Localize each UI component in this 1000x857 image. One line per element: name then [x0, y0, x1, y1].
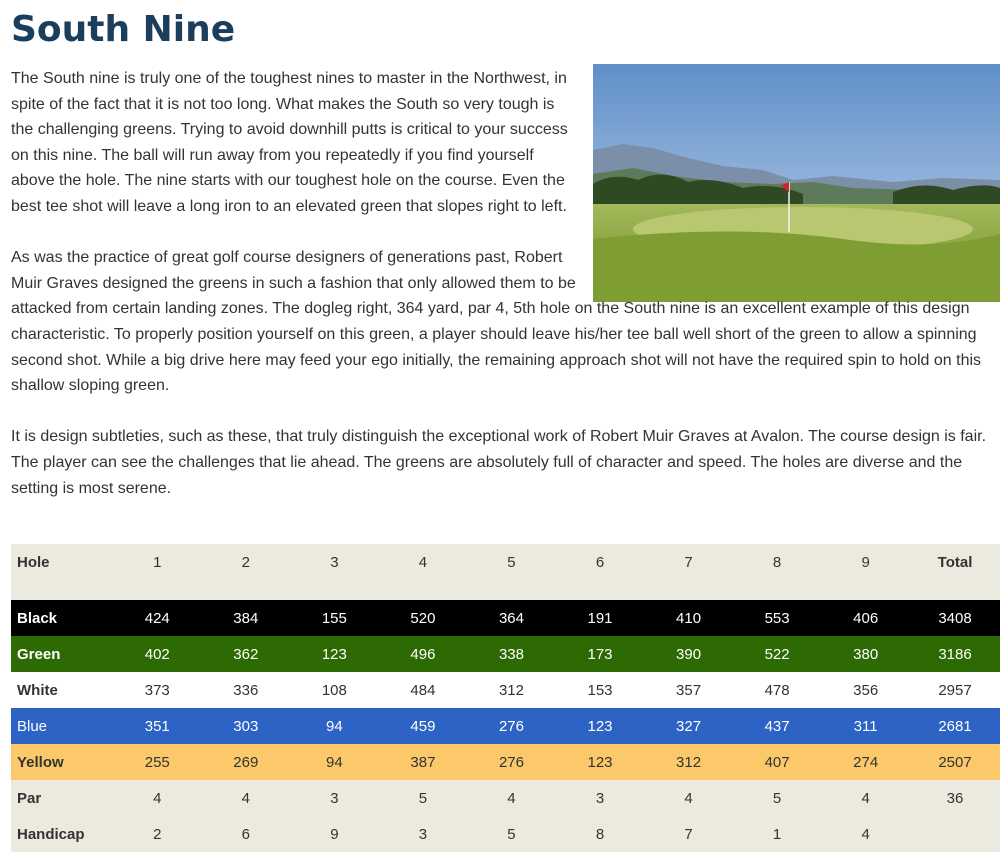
par-cell: 3 — [556, 780, 645, 816]
yardage-cell: 407 — [733, 744, 822, 780]
yardage-cell: 303 — [202, 708, 291, 744]
yardage-cell: 94 — [290, 708, 379, 744]
yardage-cell: 336 — [202, 672, 291, 708]
yardage-cell: 496 — [379, 636, 468, 672]
yardage-cell: 123 — [556, 708, 645, 744]
yardage-cell: 356 — [821, 672, 910, 708]
yardage-cell: 327 — [644, 708, 733, 744]
row-total: 3408 — [910, 600, 1000, 636]
par-cell: 4 — [644, 780, 733, 816]
yardage-cell: 153 — [556, 672, 645, 708]
yardage-cell: 351 — [113, 708, 202, 744]
yardage-cell: 123 — [290, 636, 379, 672]
header-cell: 6 — [595, 553, 605, 571]
scorecard-spacer-row — [11, 580, 1000, 600]
page-title: South Nine — [11, 9, 236, 50]
yardage-cell: 274 — [821, 744, 910, 780]
handicap-cell: 1 — [733, 816, 822, 852]
yardage-cell: 94 — [290, 744, 379, 780]
par-cell: 4 — [202, 780, 291, 816]
yardage-cell: 522 — [733, 636, 822, 672]
yardage-cell: 276 — [467, 708, 556, 744]
handicap-cell: 4 — [821, 816, 910, 852]
row-label: Par — [11, 780, 113, 816]
row-label: White — [11, 672, 113, 708]
paragraph-2: As was the practice of great golf course designers of generations past, Robert Muir Graves designed the greens in such a fashion that only allowed them to be attacked from certain landing zones. The dogleg right, 364 yard, par 4, 5th hole on the South nine is an excellent example of this design characteristic. To properly position yourself on this green, a player should leave his/her tee ball well short of the green to allow a spinning second shot. While a big drive here may feed your ego initially, the remaining approach shot will not have the required spin to hold on this shallow sloping green. — [11, 249, 982, 395]
header-cell: 5 — [507, 553, 516, 571]
row-total: 2681 — [910, 708, 1000, 744]
yardage-cell: 362 — [202, 636, 291, 672]
yardage-cell: 312 — [467, 672, 556, 708]
yardage-cell: 108 — [290, 672, 379, 708]
row-total: 36 — [910, 780, 1000, 816]
yardage-cell: 380 — [821, 636, 910, 672]
header-cell: 2 — [241, 553, 250, 571]
yardage-cell: 384 — [202, 600, 291, 636]
handicap-cell: 9 — [290, 816, 379, 852]
yardage-cell: 437 — [733, 708, 822, 744]
row-label: Black — [11, 600, 113, 636]
yardage-cell: 553 — [733, 600, 822, 636]
yardage-cell: 255 — [113, 744, 202, 780]
yardage-cell: 478 — [733, 672, 822, 708]
header-label: Hole — [17, 553, 50, 571]
yardage-cell: 191 — [556, 600, 645, 636]
header-cell: 9 — [861, 553, 870, 571]
par-cell: 5 — [733, 780, 822, 816]
yardage-cell: 338 — [467, 636, 556, 672]
header-cell: 7 — [684, 553, 693, 571]
handicap-cell: 3 — [379, 816, 468, 852]
row-label: Green — [11, 636, 113, 672]
handicap-cell: 2 — [113, 816, 202, 852]
header-cell: 3 — [330, 553, 339, 571]
yardage-cell: 390 — [644, 636, 733, 672]
yardage-cell: 364 — [467, 600, 556, 636]
handicap-cell: 7 — [644, 816, 733, 852]
header-cell: 1 — [153, 553, 162, 571]
yardage-cell: 312 — [644, 744, 733, 780]
yardage-cell: 406 — [821, 600, 910, 636]
tee-row-yellow — [11, 744, 1000, 780]
handicap-row — [11, 816, 1000, 852]
par-cell: 5 — [379, 780, 468, 816]
yardage-cell: 373 — [113, 672, 202, 708]
yardage-cell: 484 — [379, 672, 468, 708]
par-cell: 4 — [821, 780, 910, 816]
row-label: Yellow — [11, 744, 113, 780]
yardage-cell: 459 — [379, 708, 468, 744]
yardage-cell: 123 — [556, 744, 645, 780]
scorecard-table — [11, 544, 1000, 852]
paragraph-3: It is design subtleties, such as these, that truly distinguish the exceptional work of Robert Muir Graves at Avalon. The course design is fair. The player can see the challenges that lie ahead. The greens are absolutely full of character and speed. The holes are diverse and the setting is most serene. — [11, 428, 987, 497]
par-cell: 3 — [290, 780, 379, 816]
yardage-cell: 357 — [644, 672, 733, 708]
row-label: Blue — [11, 708, 113, 744]
yardage-cell: 276 — [467, 744, 556, 780]
row-total — [910, 816, 1000, 852]
paragraph-1: The South nine is truly one of the toughest nines to master in the Northwest, in spite of the fact that it is not too long. What makes the South so very tough is the challenging greens. Trying to avoid downhill putts is critical to your success on this nine. The ball will run away from you repeatedly if you find yourself above the hole. The nine starts with our toughest hole on the course. Even the best tee shot will leave a long iron to an elevated green that slopes right to left. — [11, 70, 568, 215]
header-cell: 8 — [772, 553, 782, 571]
row-total: 2957 — [910, 672, 1000, 708]
row-label: Handicap — [11, 816, 113, 852]
yardage-cell: 269 — [202, 744, 291, 780]
par-row — [11, 780, 1000, 816]
par-cell: 4 — [113, 780, 202, 816]
yardage-cell: 424 — [113, 600, 202, 636]
yardage-cell: 173 — [556, 636, 645, 672]
header-cell: 4 — [418, 553, 428, 571]
yardage-cell: 520 — [379, 600, 468, 636]
scorecard-header-row — [11, 544, 1000, 580]
course-description — [11, 66, 991, 527]
par-cell: 4 — [467, 780, 556, 816]
spacer-cell — [11, 580, 1000, 600]
handicap-cell: 8 — [556, 816, 645, 852]
tee-row-white — [11, 672, 1000, 708]
tee-row-green — [11, 636, 1000, 672]
yardage-cell: 387 — [379, 744, 468, 780]
handicap-cell: 5 — [467, 816, 556, 852]
handicap-cell: 6 — [202, 816, 291, 852]
photo-float-space — [579, 66, 991, 284]
yardage-cell: 311 — [821, 708, 910, 744]
tee-row-black — [11, 600, 1000, 636]
row-total: 3186 — [910, 636, 1000, 672]
yardage-cell: 155 — [290, 600, 379, 636]
yardage-cell: 402 — [113, 636, 202, 672]
row-total: 2507 — [910, 744, 1000, 780]
yardage-cell: 410 — [644, 600, 733, 636]
header-total: Total — [937, 553, 973, 571]
tee-row-blue — [11, 708, 1000, 744]
